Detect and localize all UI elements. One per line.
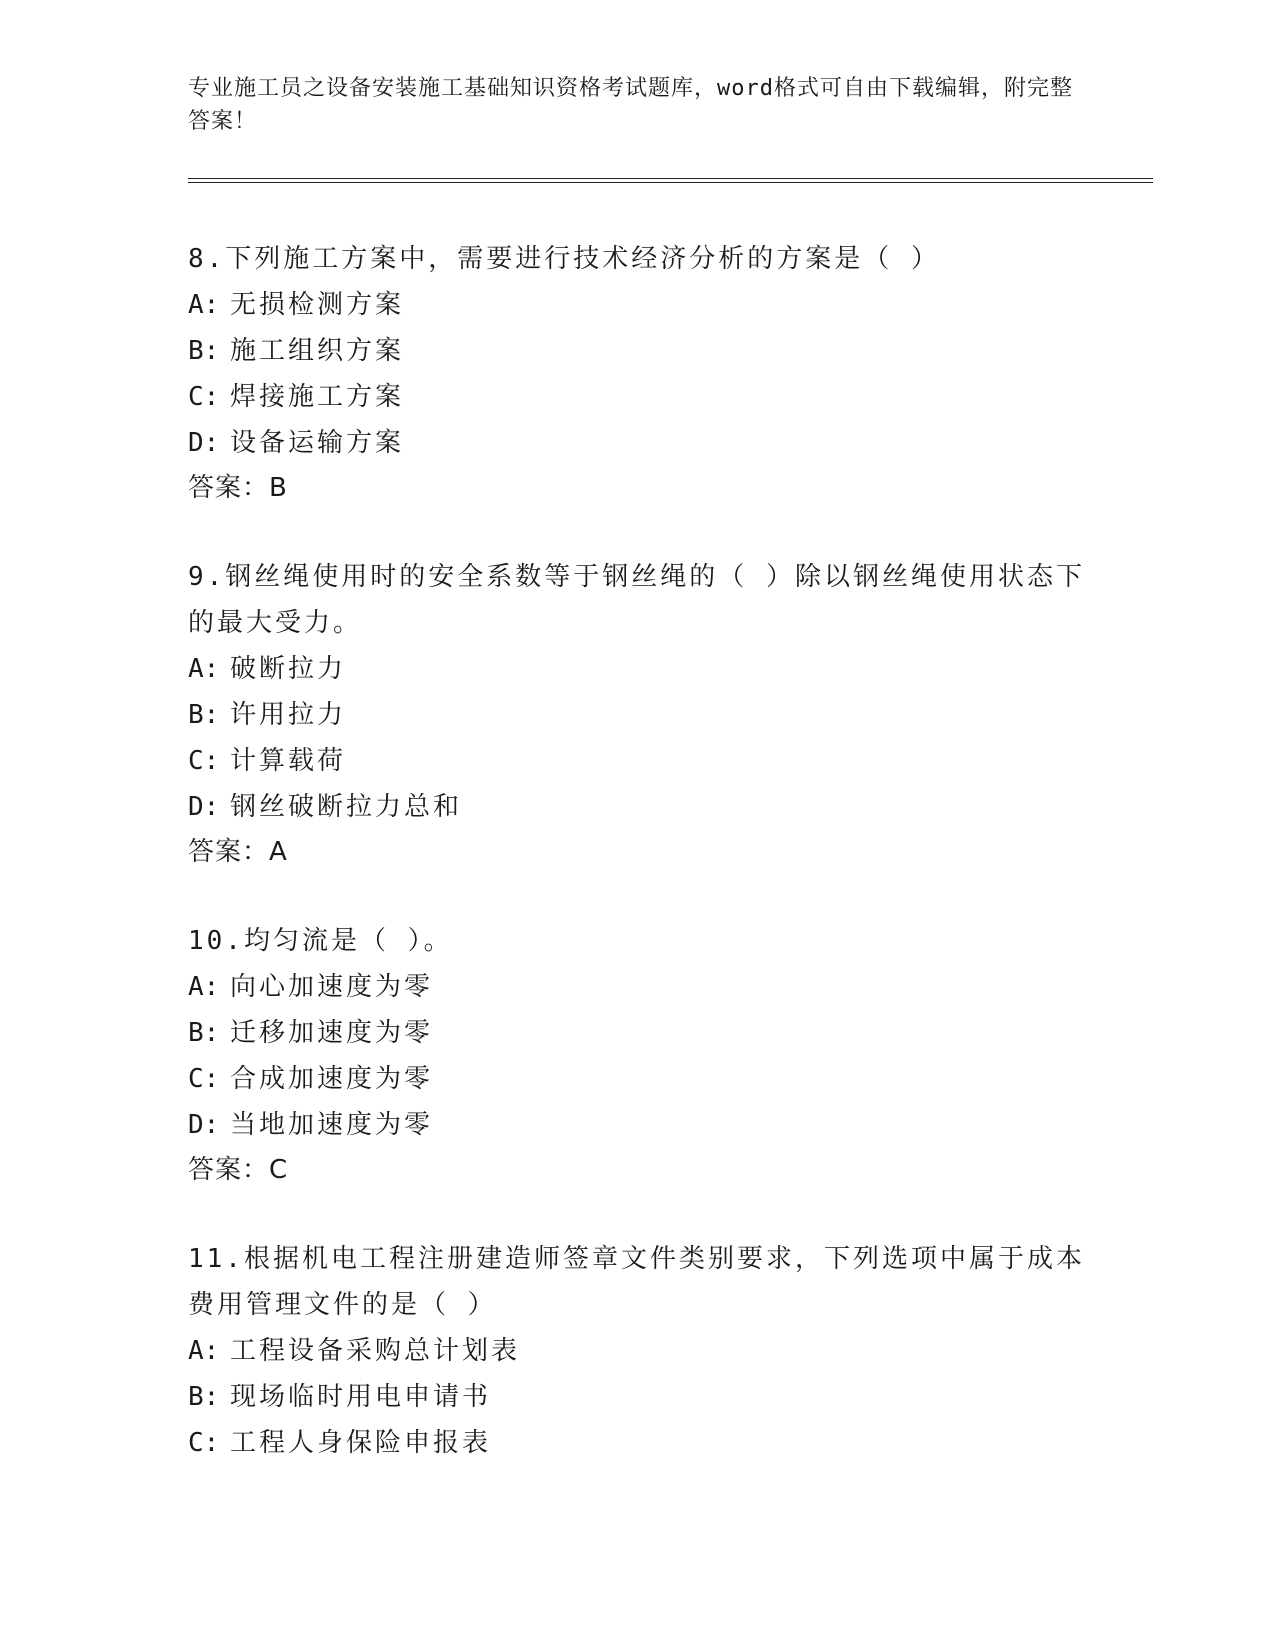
option-text: 合成加速度为零 <box>230 1064 434 1094</box>
option-key: B: <box>188 1018 220 1048</box>
option-key: A: <box>188 972 220 1002</box>
option-key: C: <box>188 746 220 776</box>
question-item <box>188 554 1088 874</box>
document-header: 专业施工员之设备安装施工基础知识资格考试题库，word格式可自由下载编辑，附完整答案！ <box>188 76 1073 134</box>
header-divider <box>188 178 1153 179</box>
option-text: 向心加速度为零 <box>230 972 434 1002</box>
option-text: 焊接施工方案 <box>230 382 405 412</box>
option-text: 无损检测方案 <box>230 290 405 320</box>
answer-option <box>188 282 1088 328</box>
option-key: B: <box>188 1382 220 1412</box>
answer-option <box>188 1328 1088 1374</box>
answer-option <box>188 692 1088 738</box>
option-key: B: <box>188 700 220 730</box>
option-text: 破断拉力 <box>230 654 347 684</box>
answer-option <box>188 328 1088 374</box>
option-key: A: <box>188 654 220 684</box>
answer-option <box>188 738 1088 784</box>
answer-option <box>188 784 1088 830</box>
option-text: 当地加速度为零 <box>230 1110 434 1140</box>
option-key: D: <box>188 428 220 458</box>
question-stem: 9.钢丝绳使用时的安全系数等于钢丝绳的（ ）除以钢丝绳使用状态下的最大受力。 <box>188 562 1085 638</box>
option-text: 工程人身保险申报表 <box>230 1428 492 1458</box>
question-item <box>188 918 1088 1192</box>
question-stem: 10.均匀流是（ ）。 <box>188 926 453 956</box>
option-key: C: <box>188 1428 220 1458</box>
option-text: 现场临时用电申请书 <box>230 1382 492 1412</box>
question-stem: 8.下列施工方案中，需要进行技术经济分析的方案是（ ） <box>188 244 940 274</box>
answer-option <box>188 374 1088 420</box>
question-item <box>188 1236 1088 1466</box>
option-key: A: <box>188 290 220 320</box>
option-key: C: <box>188 1064 220 1094</box>
option-key: C: <box>188 382 220 412</box>
answer-option <box>188 420 1088 466</box>
question-stem: 11.根据机电工程注册建造师签章文件类别要求，下列选项中属于成本费用管理文件的是（ ） <box>188 1244 1085 1320</box>
answer-option <box>188 964 1088 1010</box>
option-text: 许用拉力 <box>230 700 347 730</box>
question-answer: 答案：C <box>188 1155 289 1185</box>
option-key: D: <box>188 792 220 822</box>
answer-option <box>188 1102 1088 1148</box>
answer-option <box>188 1010 1088 1056</box>
option-key: D: <box>188 1110 220 1140</box>
header-divider-second <box>188 182 1153 183</box>
option-text: 钢丝破断拉力总和 <box>230 792 463 822</box>
option-text: 设备运输方案 <box>230 428 405 458</box>
question-item <box>188 236 1088 510</box>
answer-option <box>188 1420 1088 1466</box>
answer-option <box>188 1056 1088 1102</box>
option-text: 施工组织方案 <box>230 336 405 366</box>
answer-option <box>188 646 1088 692</box>
option-key: B: <box>188 336 220 366</box>
option-key: A: <box>188 1336 220 1366</box>
question-answer: 答案：B <box>188 473 288 503</box>
question-answer: 答案：A <box>188 837 288 867</box>
option-text: 工程设备采购总计划表 <box>230 1336 521 1366</box>
option-text: 计算载荷 <box>230 746 347 776</box>
question-list <box>188 236 1088 1510</box>
option-text: 迁移加速度为零 <box>230 1018 434 1048</box>
answer-option <box>188 1374 1088 1420</box>
